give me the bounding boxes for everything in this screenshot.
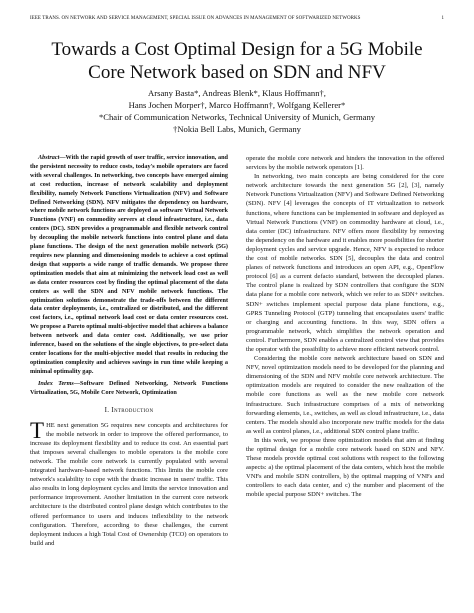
abstract xyxy=(30,154,228,377)
abstract-label: Abstract xyxy=(38,154,60,161)
paragraph-nfv-sdn: In networking, two main concepts are being considered for the core network architecture towards the next generation 5G [2], [3], namely Network Functions Virtualization (NFV) and Software Defined Networking (SDN). NFV [4] leverages the concepts of IT virtualization to network functions, where functions can be implemented in software and deployed as Virtual Network Functions (VNF) on commodity hardware at cloud, i.e., data center (DC) infrastructure. NFV offers more flexibility by removing the dependency on the hardware and it enables more possibilities for shorter deployment cycles and service upgrade. Hence, NFV is expected to reduce the cost of mobile networks. SDN [5], decouples the data and control planes of network functions and introduces an open API, e.g., OpenFlow protocol [6] as a current defacto standard, between the decoupled planes. The control plane is realized by SDN controllers that configure the SDN data plane for a mobile core network, which we refer to as SDN+ switches. SDN+ switches implement special purpose data plane functions, e.g., GPRS Tunneling Protocol (GTP) tunneling that encapsulates users' traffic or charging and accounting functions. In this way, SDN offers a programmable network, which simplifies the network operation and control. Furthermore, SDN enables a centralized control view that provides the operator with the possibility to achieve more efficient network control. xyxy=(246,173,445,353)
section-number: I. xyxy=(104,406,110,415)
author-line-1: Arsany Basta*, Andreas Blenk*, Klaus Hoffmann†, xyxy=(148,88,326,98)
affiliation-1: *Chair of Communication Networks, Technical University of Munich, Germany xyxy=(98,112,376,122)
drop-cap: T xyxy=(30,417,45,443)
left-column xyxy=(30,154,228,548)
author-line-2: Hans Jochen Morper†, Marco Hoffmann†, Wolfgang Kellerer* xyxy=(128,100,346,110)
paper-title xyxy=(30,38,444,84)
paragraph-contributions: In this work, we propose three optimization models that aim at finding the optimal design for a mobile core network based on SDN and NFV. These models provide optimal cost solutions with respect to the following aspects: a) the optimal placement of the data centers, which host the mobile VNFs and mobile SDN controllers, b) the optimal mapping of VNFs and controllers to each data center, and c) the number and placement of the mobile special purpose SDN+ switches. The xyxy=(246,436,444,499)
right-column xyxy=(246,154,444,500)
page-number: 1 xyxy=(441,16,444,21)
title-line-2: Core Network based on SDN and NFV xyxy=(88,62,386,83)
index-terms-text: —Software Defined Networking, Network Functions Virtualization, 5G, Mobile Core Network, Optimization xyxy=(30,379,229,396)
intro-lead: HE xyxy=(46,421,55,429)
author-block xyxy=(30,87,444,135)
abstract-text: —With the rapid growth of user traffic, service innovation, and the persistent necessity to reduce costs, today's mobile operators are faced with several challenges. In networking, two concepts have emerged aiming at cost reduction, increase of network scalability and deployment flexibility, namely Network Functions Virtualization (NFV) and Software Defined Networking (SDN). NFV mitigates the dependency on hardware, where mobile network functions are deployed as software Virtual Network Functions (VNF) on commodity servers at cloud infrastructure, i.e., data centers (DC). SDN provides a programmable and flexible network control by decoupling the mobile network functions into control plane and data plane functions. The design of the next generation mobile network (5G) requires new planning and dimensioning models to achieve a cost optimal design that supports a wide range of traffic demands. We propose three optimization models that aim at minimizing the network load cost as well as data center resources cost by finding the optimal placement of the data centers as well the SDN and NFV mobile network functions. The optimization solutions demonstrate the trade-offs between the different data center deployments, i.e., centralized or distributed, and the different cost factors, i.e., optimal network load cost or data center resources cost. We propose a Pareto optimal multi-objective model that achieves a balance between network and data center cost. Additionally, we use prior inference, based on the solutions of the single objectives, to pre-select data center locations for the multi-objective model that results in reducing the optimization complexity and achieves savings in run time while keeping a minimal optimality gap. xyxy=(30,154,228,375)
intro-text: next generation 5G requires new concepts and architectures for the mobile network in order to improve the offered performance, to increase its deployment flexibility and to reduce its cost. An essential part that imposes several challenges to mobile operators is the mobile core network. The mobile core network is currently populated with several integrated hardware-based network functions. This limits the mobile core network's scalability to cope with the drastic increase in users' traffic. This also results in long deployment cycles and limits the service innovation and performance improvement. Another limitation in the current core network architecture is the distributed control plane design which contributes to the offered performance to users and induces inflexibility to the network configuration. Therefore, according to these challenges, the current deployment induces a high Total Cost of Ownership (TCO) on operators to build and xyxy=(30,421,228,547)
journal-name: IEEE TRANS. ON NETWORK AND SERVICE MANAGEMENT, SPECIAL ISSUE ON ADVANCES IN MANAGEMENT OF SOFTWARIZED NETWORKS xyxy=(30,16,361,21)
paragraph-optimization-models: Considering the mobile core network architecture based on SDN and NFV, novel optimization models need to be developed for the planning and dimensioning of the SDN and NFV mobile core network architecture. The optimization models are required to consider the new realization of the mobile core functions as well as the new mobile core network infrastructure. Such infrastructure comprises of a mix of networking forwarding elements, i.e., switches, as well as cloud infrastructure, i.e., data centers. The models should also incorporate new traffic models for the data as well as control planes, i.e., additional SDN control plane traffic. xyxy=(246,355,444,435)
affiliation-2: †Nokia Bell Labs, Munich, Germany xyxy=(173,124,301,134)
intro-paragraph xyxy=(30,417,228,548)
title-line-1: Towards a Cost Optimal Design for a 5G Mobile xyxy=(51,39,423,60)
index-terms-label: Index Terms xyxy=(38,379,74,387)
index-terms xyxy=(30,380,228,398)
paragraph-continued: operate the mobile core network and hinders the innovation in the offered services by the mobile network operators [1]. xyxy=(246,155,444,172)
section-heading xyxy=(30,406,228,415)
section-title: Introduction xyxy=(111,406,154,415)
running-header xyxy=(30,16,444,21)
